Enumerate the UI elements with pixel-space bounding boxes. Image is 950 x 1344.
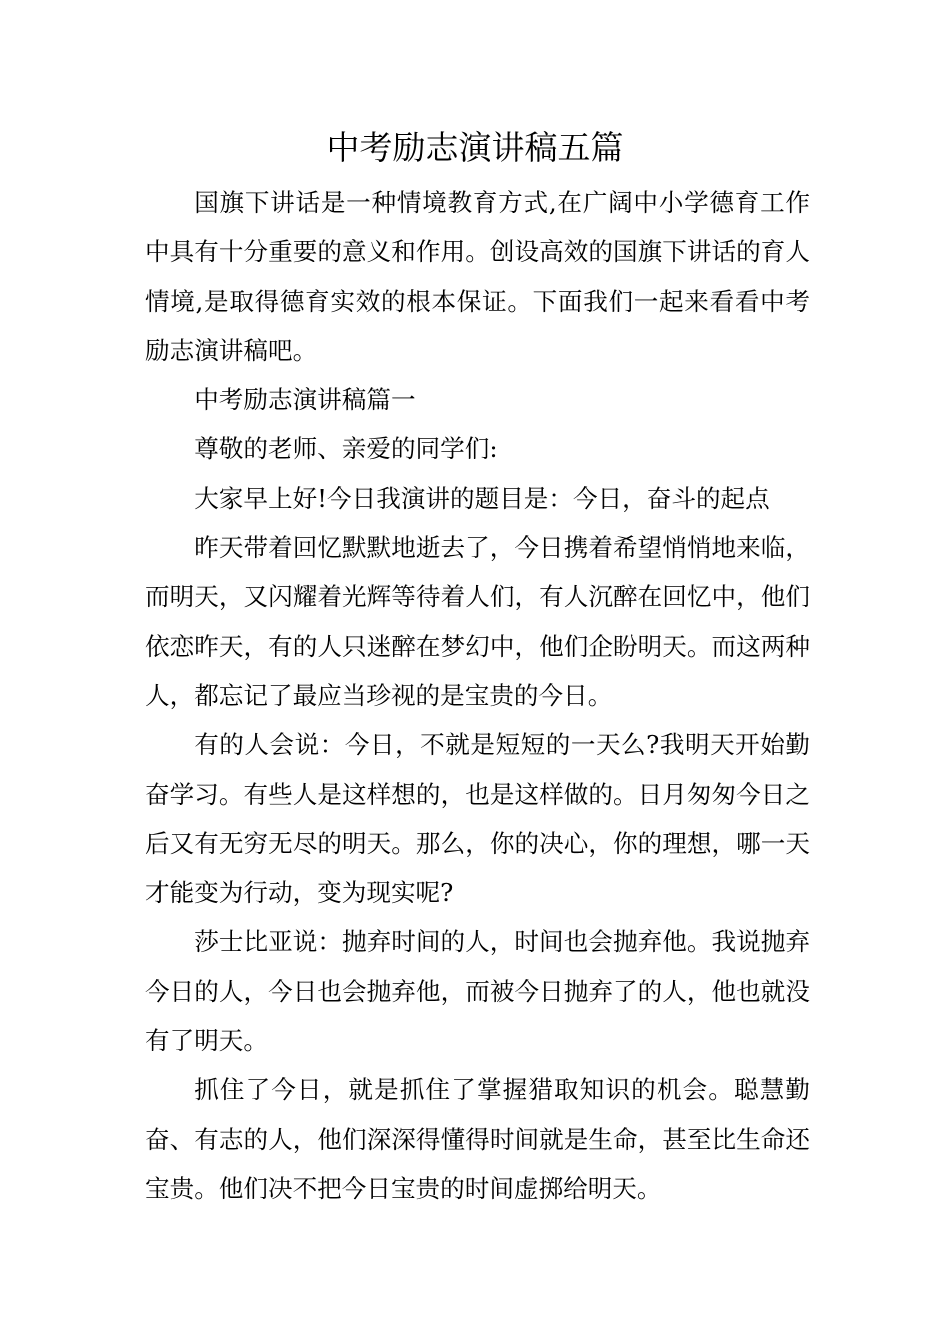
- document-title: 中考励志演讲稿五篇: [326, 128, 624, 167]
- paragraph-body: 抓住了今日，就是抓住了掌握猎取知识的机会。聪慧勤奋、有志的人，他们深深得懂得时间就是生命，甚至比生命还宝贵。他们决不把今日宝贵的时间虚掷给明天。: [145, 1075, 810, 1203]
- paragraph-intro: 国旗下讲话是一种情境教育方式,在广阔中小学德育工作中具有十分重要的意义和作用。创设高效的国旗下讲话的育人情境,是取得德育实效的根本保证。下面我们一起来看看中考励志演讲稿吧。: [145, 188, 810, 365]
- paragraph-body: 莎士比亚说：抛弃时间的人，时间也会抛弃他。我说抛弃今日的人，今日也会抛弃他，而被今日抛弃了的人，他也就没有了明天。: [145, 927, 810, 1056]
- paragraph-salutation: 尊敬的老师、亲爱的同学们:: [194, 434, 498, 464]
- paragraph-greeting: 大家早上好!今日我演讲的题目是：今日，奋斗的起点: [194, 483, 770, 513]
- paragraph-body: 有的人会说：今日，不就是短短的一天么?我明天开始勤奋学习。有些人是这样想的，也是这样做的。日月匆匆今日之后又有无穷无尽的明天。那么，你的决心，你的理想，哪一天才能变为行动，变为现实呢?: [145, 730, 810, 908]
- paragraph-section-heading: 中考励志演讲稿篇一: [194, 385, 416, 415]
- document-body: [145, 178, 810, 1213]
- paragraph-body: 昨天带着回忆默默地逝去了，今日携着希望悄悄地来临，而明天，又闪耀着光辉等待着人们，有人沉醉在回忆中，他们依恋昨天，有的人只迷醉在梦幻中，他们企盼明天。而这两种人，都忘记了最应当珍视的是宝贵的今日。: [145, 533, 810, 710]
